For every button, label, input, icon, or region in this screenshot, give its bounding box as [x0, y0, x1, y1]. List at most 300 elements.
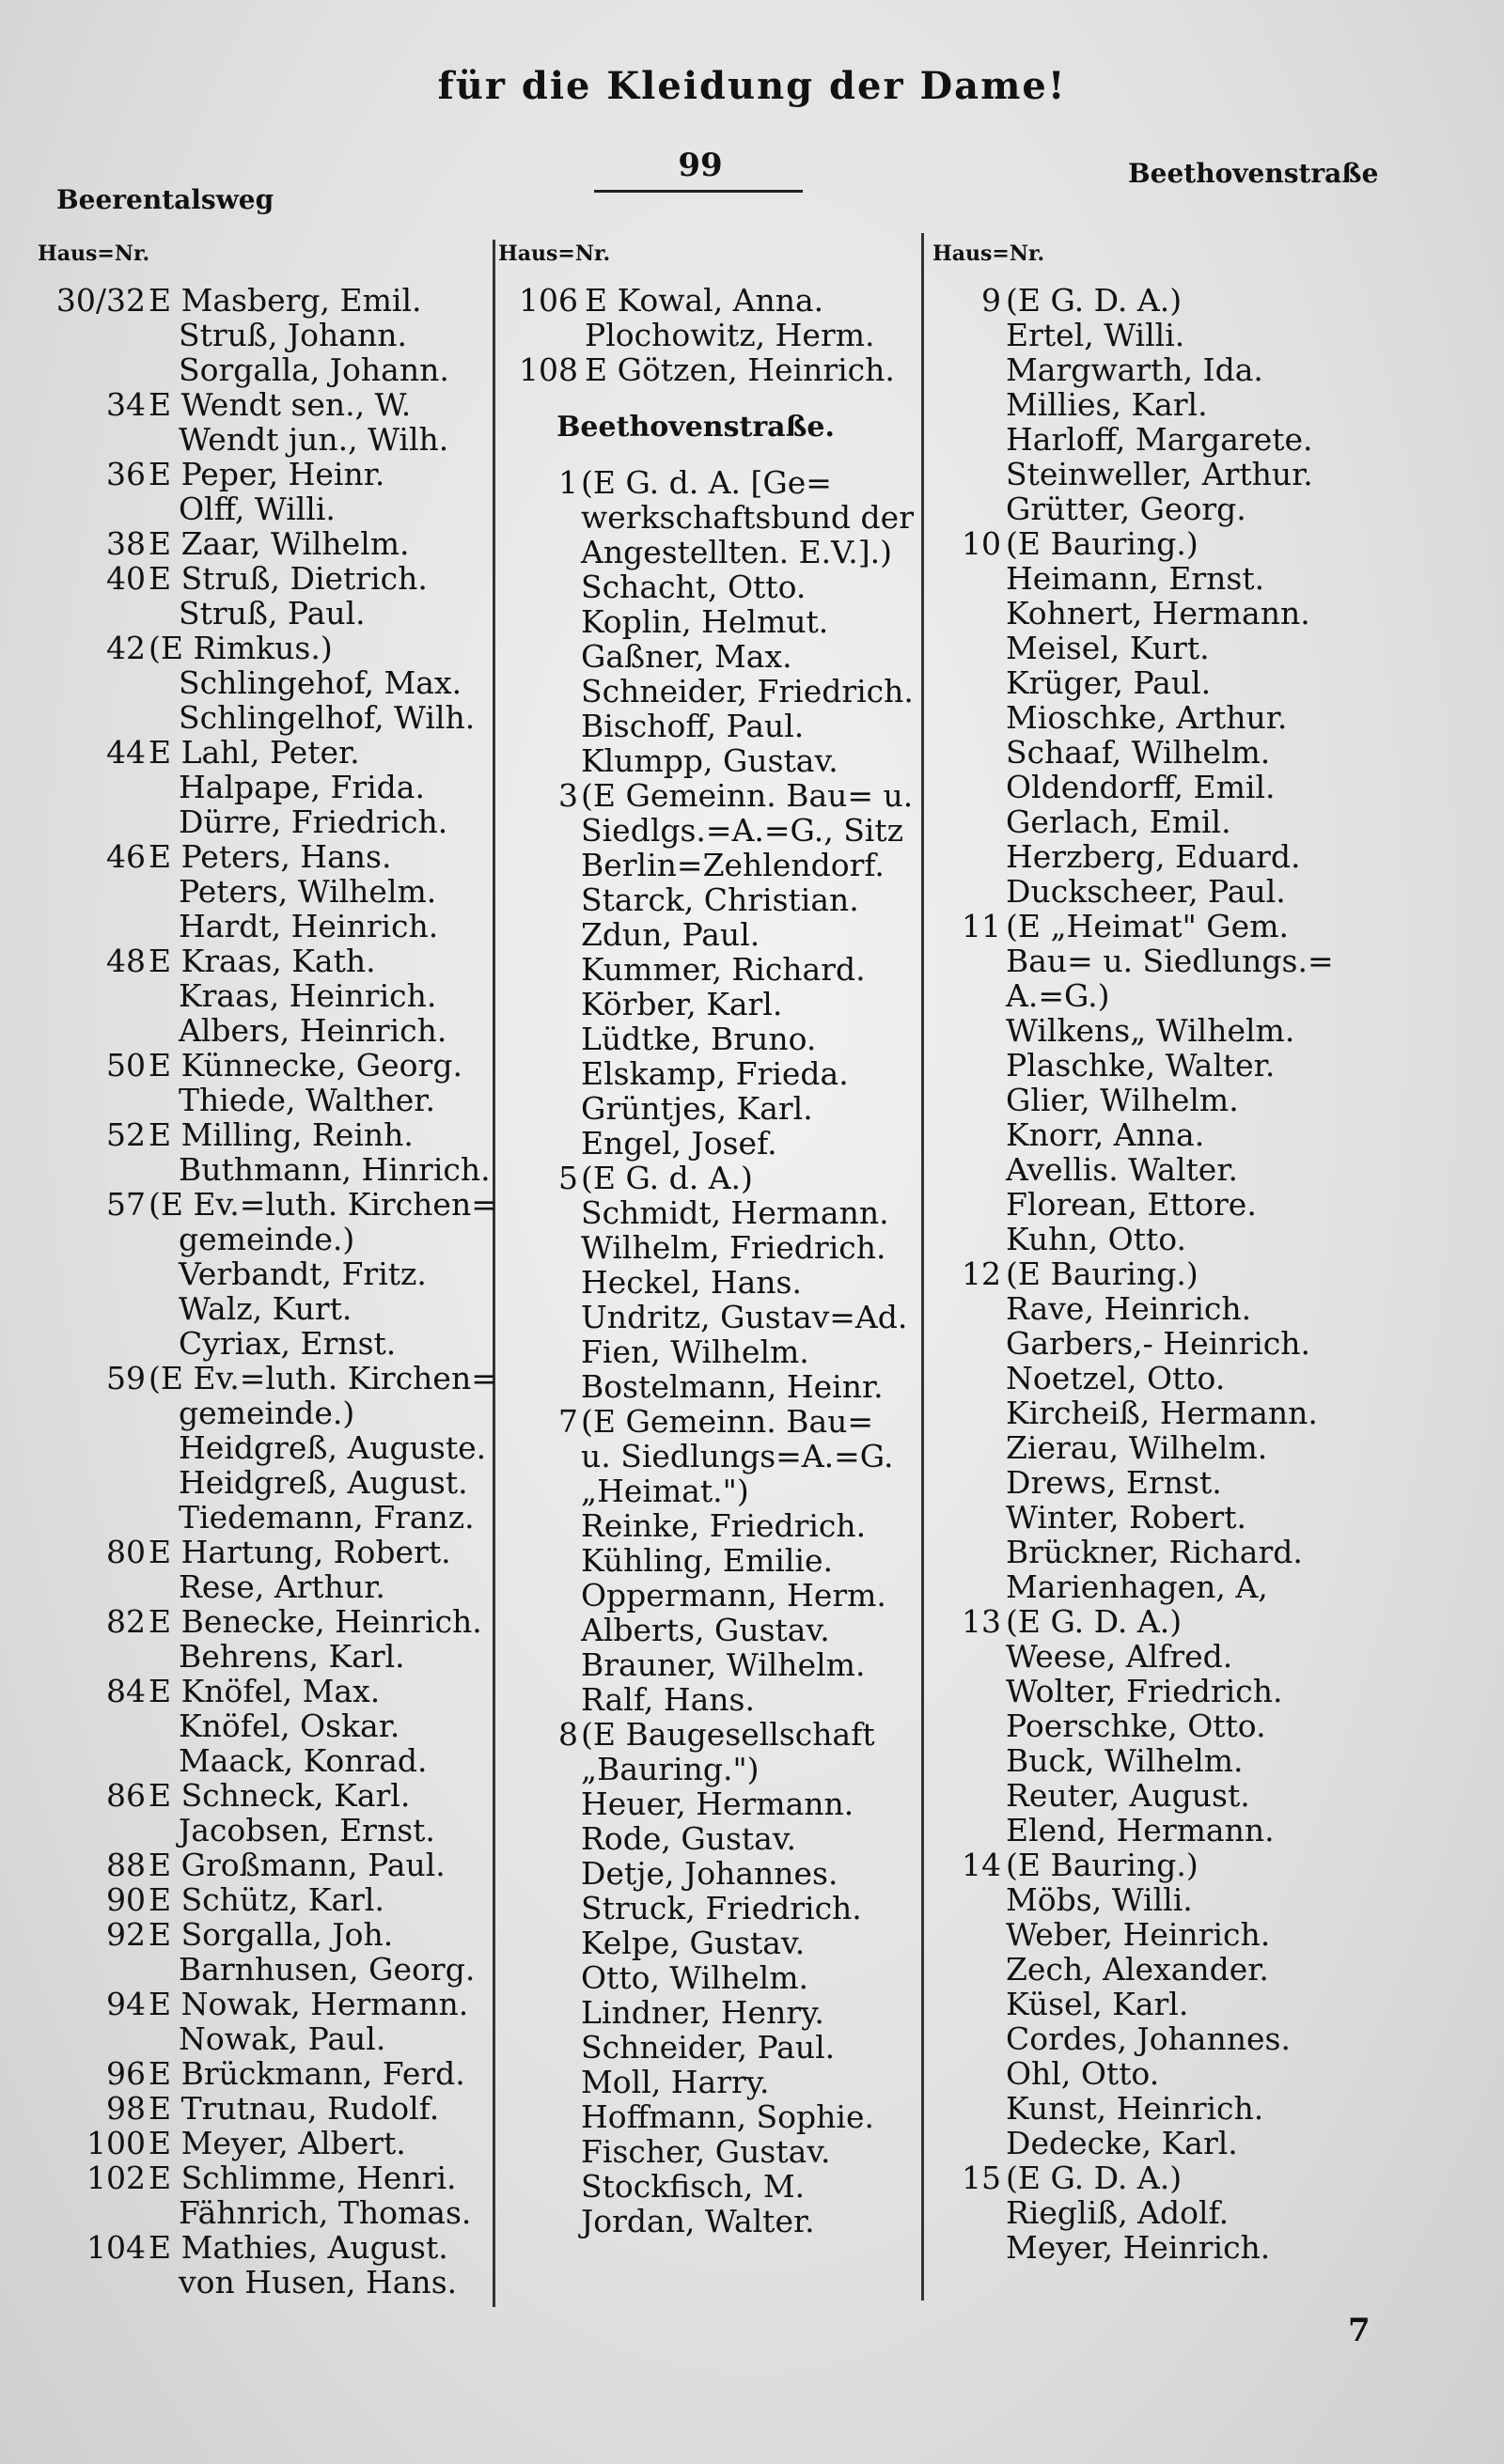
- resident-name: Margwarth, Ida.: [1006, 351, 1263, 388]
- resident-name: Ralf, Hans.: [581, 1681, 755, 1718]
- entry-list: [38, 282, 497, 2300]
- directory-entry: [38, 1743, 489, 1778]
- house-number-label: Haus=Nr.: [38, 242, 150, 266]
- house-number: 86: [106, 1777, 146, 1814]
- resident-name: Walz, Kurt.: [179, 1290, 352, 1327]
- directory-entry: [893, 1048, 1382, 1083]
- directory-entry: [38, 2126, 489, 2160]
- house-number: 7: [558, 1403, 578, 1440]
- resident-name: Ohl, Otto.: [1006, 2055, 1160, 2092]
- directory-entry: [38, 839, 489, 874]
- directory-entry: [38, 1326, 489, 1361]
- house-number: 12: [962, 1255, 1001, 1292]
- directory-entry: [470, 318, 921, 352]
- resident-name: E Wendt sen., W.: [149, 386, 412, 423]
- resident-name: Detje, Johannes.: [581, 1855, 838, 1892]
- resident-name: Schneider, Friedrich.: [581, 673, 914, 710]
- resident-name: Steinweller, Arthur.: [1006, 456, 1313, 492]
- directory-entry: [38, 1396, 489, 1430]
- directory-entry: [470, 1091, 921, 1126]
- directory-entry: [470, 2030, 921, 2065]
- resident-name: E Schütz, Karl.: [149, 1881, 384, 1918]
- directory-entry: [470, 1926, 921, 1960]
- resident-name: Bischoff, Paul.: [581, 708, 805, 744]
- directory-entry: [470, 1474, 921, 1508]
- resident-name: Buthmann, Hinrich.: [179, 1151, 491, 1188]
- directory-entry: [470, 1717, 921, 1752]
- resident-name: Stockfisch, M.: [581, 2168, 806, 2205]
- resident-name: (E G. D. A.): [1006, 2160, 1183, 2196]
- directory-entry: [38, 1291, 489, 1326]
- resident-name: E Kraas, Kath.: [149, 943, 376, 979]
- resident-name: (E Bauring.): [1006, 1847, 1198, 1883]
- resident-name: E Mathies, August.: [149, 2229, 448, 2266]
- resident-name: Struß, Johann.: [179, 317, 407, 353]
- directory-entry: [893, 700, 1382, 735]
- resident-name: E Peper, Heinr.: [149, 456, 385, 492]
- house-number-label: Haus=Nr.: [932, 242, 1045, 266]
- house-number: 90: [106, 1881, 146, 1918]
- directory-entry: [38, 978, 489, 1013]
- directory-entry: [893, 1778, 1382, 1813]
- resident-name: E Struß, Dietrich.: [149, 560, 428, 597]
- resident-name: Plochowitz, Herm.: [585, 317, 875, 353]
- resident-name: Sorgalla, Johann.: [179, 351, 449, 388]
- resident-name: Jacobsen, Ernst.: [179, 1812, 435, 1848]
- resident-name: Elend, Hermann.: [1006, 1812, 1275, 1848]
- directory-entry: [38, 1013, 489, 1048]
- directory-entry: [38, 1117, 489, 1152]
- directory-entry: [38, 1813, 489, 1848]
- directory-entry: [893, 1430, 1382, 1465]
- resident-name: Zech, Alexander.: [1006, 1951, 1269, 1988]
- house-number: 44: [106, 734, 146, 771]
- resident-name: Undritz, Gustav=Ad.: [581, 1299, 908, 1335]
- directory-entry: [893, 1187, 1382, 1222]
- house-number: 108: [519, 351, 578, 388]
- resident-name: Reuter, August.: [1006, 1777, 1250, 1814]
- resident-name: Küsel, Karl.: [1006, 1986, 1189, 2022]
- house-number: 57: [106, 1186, 146, 1223]
- directory-entry: [470, 1021, 921, 1056]
- directory-entry: [893, 2195, 1382, 2230]
- resident-name: Heckel, Hans.: [581, 1264, 802, 1301]
- house-number: 1: [558, 464, 578, 501]
- directory-entry: [893, 2160, 1382, 2195]
- resident-name: Weber, Heinrich.: [1006, 1916, 1271, 1953]
- resident-name: Garbers,- Heinrich.: [1006, 1325, 1310, 1362]
- resident-name: Cyriax, Ernst.: [179, 1325, 397, 1362]
- resident-name: Wilhelm, Friedrich.: [581, 1229, 886, 1266]
- resident-name: Fischer, Gustav.: [581, 2133, 831, 2170]
- directory-entry: [893, 1674, 1382, 1708]
- directory-entry: [893, 1465, 1382, 1500]
- resident-name: Schlingehof, Max.: [179, 664, 462, 701]
- directory-entry: [38, 1987, 489, 2021]
- house-number: 3: [558, 777, 578, 814]
- page-number: 99: [678, 147, 723, 184]
- entry-list: [470, 283, 921, 387]
- resident-name: Elskamp, Frieda.: [581, 1055, 849, 1092]
- directory-entry: [470, 2099, 921, 2134]
- resident-name: Riegliß, Adolf.: [1006, 2194, 1230, 2231]
- resident-name: E Lahl, Peter.: [149, 734, 360, 771]
- directory-entry: [470, 465, 921, 500]
- directory-entry: [470, 1300, 921, 1334]
- resident-name: Dürre, Friedrich.: [179, 803, 448, 840]
- directory-entry: [38, 1048, 489, 1083]
- house-number: 82: [106, 1603, 146, 1640]
- resident-name: E Schlimme, Henri.: [149, 2160, 457, 2196]
- resident-name: Heidgreß, August.: [179, 1464, 468, 1501]
- directory-entry: [470, 1369, 921, 1404]
- resident-name: E Sorgalla, Joh.: [149, 1916, 394, 1953]
- directory-entry: [470, 639, 921, 674]
- resident-name: Kohnert, Hermann.: [1006, 595, 1310, 632]
- resident-name: E Nowak, Hermann.: [149, 1986, 469, 2022]
- directory-entry: [470, 1995, 921, 2030]
- house-number: 8: [558, 1716, 578, 1753]
- resident-name: Schmidt, Hermann.: [581, 1194, 889, 1231]
- house-number-label: Haus=Nr.: [498, 242, 611, 266]
- directory-entry: [470, 917, 921, 952]
- resident-name: Tiedemann, Franz.: [179, 1499, 475, 1536]
- resident-name: Möbs, Willi.: [1006, 1881, 1193, 1918]
- directory-entry: [470, 674, 921, 709]
- resident-name: Engel, Josef.: [581, 1125, 777, 1162]
- directory-entry: [38, 457, 489, 491]
- directory-entry: [893, 1152, 1382, 1187]
- directory-entry: [38, 1952, 489, 1987]
- directory-entry: [38, 700, 489, 735]
- resident-name: Grütter, Georg.: [1006, 491, 1246, 527]
- directory-entry: [470, 569, 921, 604]
- directory-entry: [470, 2169, 921, 2204]
- directory-entry: [38, 352, 489, 387]
- running-header-right: Beethovenstraße: [1128, 158, 1379, 189]
- directory-entry: [893, 943, 1382, 978]
- house-number: 48: [106, 943, 146, 979]
- resident-name: Halpape, Frida.: [179, 769, 425, 805]
- directory-entry: [38, 2091, 489, 2126]
- house-number: 92: [106, 1916, 146, 1953]
- resident-name: Reinke, Friedrich.: [581, 1507, 867, 1544]
- resident-name: Klumpp, Gustav.: [581, 742, 838, 779]
- resident-name: Grüntjes, Karl.: [581, 1090, 813, 1127]
- directory-entry: [893, 1256, 1382, 1291]
- resident-name: Oppermann, Herm.: [581, 1577, 886, 1614]
- directory-entry: [38, 1430, 489, 1465]
- directory-entry: [893, 1361, 1382, 1396]
- resident-name: Glier, Wilhelm.: [1006, 1082, 1239, 1118]
- directory-entry: [38, 1569, 489, 1604]
- resident-name: Mioschke, Arthur.: [1006, 699, 1288, 736]
- resident-name: (E Bauring.): [1006, 1255, 1198, 1292]
- directory-entry: [893, 2091, 1382, 2126]
- directory-entry: [38, 387, 489, 422]
- resident-name: Alberts, Gustav.: [581, 1612, 830, 1648]
- resident-name: E Schneck, Karl.: [149, 1777, 411, 1814]
- directory-entry: [893, 1013, 1382, 1048]
- directory-entry: [38, 1848, 489, 1882]
- house-number: 46: [106, 838, 146, 875]
- resident-name: Heidgreß, Auguste.: [179, 1429, 487, 1466]
- directory-entry: [38, 596, 489, 631]
- entry-list: [893, 283, 1382, 2265]
- resident-name: (E Rimkus.): [149, 630, 333, 666]
- directory-entry: [470, 1543, 921, 1578]
- directory-column-2: [470, 237, 921, 2238]
- directory-entry: [38, 1465, 489, 1500]
- directory-entry: [38, 1639, 489, 1674]
- signature-mark: 7: [1348, 2312, 1371, 2349]
- house-number: 52: [106, 1116, 146, 1153]
- resident-name: gemeinde.): [179, 1395, 355, 1431]
- resident-name: Moll, Harry.: [581, 2064, 770, 2100]
- directory-entry: [893, 457, 1382, 491]
- directory-entry: [470, 1439, 921, 1474]
- directory-entry: [470, 1508, 921, 1543]
- resident-name: Angestellten. E.V.].): [581, 534, 892, 570]
- directory-entry: [470, 1578, 921, 1613]
- directory-entry: [893, 1743, 1382, 1778]
- house-number: 100: [86, 2125, 146, 2161]
- directory-entry: [893, 561, 1382, 596]
- directory-entry: [893, 387, 1382, 422]
- directory-entry: [470, 1404, 921, 1439]
- resident-name: von Husen, Hans.: [179, 2264, 458, 2300]
- resident-name: Peters, Wilhelm.: [179, 873, 437, 910]
- directory-entry: [893, 318, 1382, 352]
- house-number: 10: [962, 525, 1001, 562]
- resident-name: (E Bauring.): [1006, 525, 1198, 562]
- directory-entry: [470, 1195, 921, 1230]
- directory-entry: [38, 1083, 489, 1117]
- resident-name: Knorr, Anna.: [1006, 1116, 1205, 1153]
- directory-entry: [38, 1256, 489, 1291]
- street-section-title: Beethovenstraße.: [556, 411, 835, 444]
- resident-name: (E G. d. A. [Ge=: [581, 464, 832, 501]
- resident-name: A.=G.): [1006, 977, 1110, 1014]
- resident-name: Schlingelhof, Wilh.: [179, 699, 476, 736]
- directory-entry: [38, 874, 489, 909]
- directory-entry: [38, 1604, 489, 1639]
- directory-entry: [38, 1222, 489, 1256]
- resident-name: Olff, Willi.: [179, 491, 336, 527]
- resident-name: Zierau, Wilhelm.: [1006, 1429, 1268, 1466]
- resident-name: Noetzel, Otto.: [1006, 1360, 1226, 1396]
- page-number-rule: [594, 190, 803, 193]
- directory-entry: [893, 1604, 1382, 1639]
- directory-entry: [38, 2160, 489, 2195]
- directory-entry: [893, 1117, 1382, 1152]
- resident-name: (E G. D. A.): [1006, 282, 1183, 319]
- resident-name: (E „Heimat" Gem.: [1006, 908, 1289, 944]
- resident-name: Kuhn, Otto.: [1006, 1221, 1187, 1257]
- directory-entry: [470, 1056, 921, 1091]
- directory-entry: [38, 2021, 489, 2056]
- directory-entry: [893, 1396, 1382, 1430]
- directory-entry: [38, 2265, 489, 2300]
- directory-entry: [893, 770, 1382, 804]
- house-number: 34: [106, 386, 146, 423]
- resident-name: E Künnecke, Georg.: [149, 1047, 462, 1084]
- house-number: 96: [106, 2055, 146, 2092]
- directory-entry: [893, 909, 1382, 943]
- house-number: 11: [962, 908, 1001, 944]
- resident-name: (E G. D. A.): [1006, 1603, 1183, 1640]
- resident-name: Rave, Heinrich.: [1006, 1290, 1252, 1327]
- resident-name: Fähnrich, Thomas.: [179, 2194, 472, 2231]
- resident-name: E Hartung, Robert.: [149, 1534, 451, 1570]
- directory-entry: [470, 1126, 921, 1161]
- resident-name: (E Gemeinn. Bau=: [581, 1403, 874, 1440]
- directory-entry: [38, 318, 489, 352]
- directory-entry: [893, 839, 1382, 874]
- directory-entry: [893, 1326, 1382, 1361]
- resident-name: Gerlach, Emil.: [1006, 803, 1231, 840]
- resident-name: Schacht, Otto.: [581, 569, 807, 605]
- resident-name: (E Baugesellschaft: [581, 1716, 875, 1753]
- resident-name: (E G. d. A.): [581, 1160, 753, 1196]
- house-number: 50: [106, 1047, 146, 1084]
- directory-entry: [470, 1821, 921, 1856]
- resident-name: Hardt, Heinrich.: [179, 908, 439, 944]
- directory-entry: [893, 1639, 1382, 1674]
- resident-name: E Masberg, Emil.: [149, 282, 422, 319]
- directory-entry: [893, 596, 1382, 631]
- resident-name: Winter, Robert.: [1006, 1499, 1246, 1536]
- house-number: 106: [519, 282, 578, 319]
- resident-name: Drews, Ernst.: [1006, 1464, 1222, 1501]
- house-number: 38: [106, 525, 146, 562]
- directory-entry: [470, 1265, 921, 1300]
- directory-entry: [893, 422, 1382, 457]
- directory-entry: [38, 1778, 489, 1813]
- directory-entry: [893, 978, 1382, 1013]
- directory-entry: [38, 1152, 489, 1187]
- resident-name: Meisel, Kurt.: [1006, 630, 1210, 666]
- resident-name: Brückner, Richard.: [1006, 1534, 1303, 1570]
- resident-name: „Heimat."): [581, 1473, 749, 1509]
- directory-entry: [38, 909, 489, 943]
- house-number: 84: [106, 1673, 146, 1709]
- resident-name: Kelpe, Gustav.: [581, 1925, 806, 1961]
- directory-entry: [893, 1708, 1382, 1743]
- directory-entry: [893, 1500, 1382, 1535]
- resident-name: E Trutnau, Rudolf.: [149, 2090, 440, 2127]
- directory-column-1: [38, 237, 497, 2300]
- directory-entry: [38, 1708, 489, 1743]
- house-number: 36: [106, 456, 146, 492]
- directory-entry: [470, 709, 921, 743]
- directory-entry: [893, 1987, 1382, 2021]
- house-number: 5: [558, 1160, 578, 1196]
- resident-name: Ertel, Willi.: [1006, 317, 1185, 353]
- directory-entry: [470, 283, 921, 318]
- resident-name: E Kowal, Anna.: [585, 282, 824, 319]
- resident-name: Zdun, Paul.: [581, 916, 760, 953]
- resident-name: Fien, Wilhelm.: [581, 1333, 809, 1370]
- directory-entry: [470, 604, 921, 639]
- directory-entry: [38, 561, 489, 596]
- resident-name: Herzberg, Eduard.: [1006, 838, 1301, 875]
- house-number: 104: [86, 2229, 146, 2266]
- resident-name: Maack, Konrad.: [179, 1742, 428, 1779]
- resident-name: Krüger, Paul.: [1006, 664, 1212, 701]
- resident-name: E Brückmann, Ferd.: [149, 2055, 465, 2092]
- resident-name: Nowak, Paul.: [179, 2020, 386, 2057]
- house-number: 42: [106, 630, 146, 666]
- resident-name: Struck, Friedrich.: [581, 1890, 862, 1926]
- resident-name: Struß, Paul.: [179, 595, 366, 632]
- resident-name: Barnhusen, Georg.: [179, 1951, 476, 1988]
- directory-entry: [38, 422, 489, 457]
- resident-name: Wendt jun., Wilh.: [179, 421, 449, 458]
- directory-entry: [470, 1891, 921, 1926]
- resident-name: Millies, Karl.: [1006, 386, 1208, 423]
- directory-entry: [38, 1535, 489, 1569]
- resident-name: Kraas, Heinrich.: [179, 977, 437, 1014]
- resident-name: Poerschke, Otto.: [1006, 1708, 1266, 1744]
- resident-name: E Peters, Hans.: [149, 838, 392, 875]
- resident-name: Marienhagen, A,: [1006, 1568, 1268, 1605]
- directory-entry: [893, 1535, 1382, 1569]
- directory-entry: [38, 2195, 489, 2230]
- resident-name: Schaaf, Wilhelm.: [1006, 734, 1271, 771]
- directory-entry: [893, 2056, 1382, 2091]
- resident-name: Kummer, Richard.: [581, 951, 866, 988]
- resident-name: Kircheiß, Hermann.: [1006, 1395, 1318, 1431]
- directory-entry: [893, 1882, 1382, 1917]
- resident-name: Florean, Ettore.: [1006, 1186, 1257, 1223]
- directory-entry: [893, 631, 1382, 665]
- directory-entry: [38, 2230, 489, 2265]
- directory-entry: [470, 1647, 921, 1682]
- resident-name: Weese, Alfred.: [1006, 1638, 1233, 1675]
- resident-name: gemeinde.): [179, 1221, 355, 1257]
- house-number: 94: [106, 1986, 146, 2022]
- directory-entry: [470, 1960, 921, 1995]
- house-number: 14: [962, 1847, 1001, 1883]
- house-number: 40: [106, 560, 146, 597]
- resident-name: Lindner, Henry.: [581, 1994, 824, 2031]
- directory-entry: [470, 1752, 921, 1786]
- entry-list: [470, 465, 921, 2238]
- resident-name: E Meyer, Albert.: [149, 2125, 406, 2161]
- directory-entry: [893, 874, 1382, 909]
- directory-entry: [470, 2134, 921, 2169]
- directory-entry: [893, 1569, 1382, 1604]
- resident-name: E Milling, Reinh.: [149, 1116, 414, 1153]
- resident-name: (E Gemeinn. Bau= u.: [581, 777, 914, 814]
- directory-entry: [893, 2021, 1382, 2056]
- resident-name: Wilkens„ Wilhelm.: [1006, 1012, 1295, 1049]
- resident-name: Harloff, Margarete.: [1006, 421, 1313, 458]
- directory-entry: [470, 1786, 921, 1821]
- resident-name: Heimann, Ernst.: [1006, 560, 1265, 597]
- house-number: 30/32: [55, 282, 146, 319]
- house-number: 15: [962, 2160, 1001, 2196]
- resident-name: E Götzen, Heinrich.: [585, 351, 895, 388]
- directory-entry: [893, 526, 1382, 561]
- directory-entry: [470, 2065, 921, 2099]
- directory-entry: [470, 743, 921, 778]
- resident-name: E Knöfel, Max.: [149, 1673, 381, 1709]
- resident-name: Siedlgs.=A.=G., Sitz: [581, 812, 904, 849]
- resident-name: Jordan, Walter.: [581, 2203, 815, 2239]
- resident-name: Körber, Karl.: [581, 986, 783, 1022]
